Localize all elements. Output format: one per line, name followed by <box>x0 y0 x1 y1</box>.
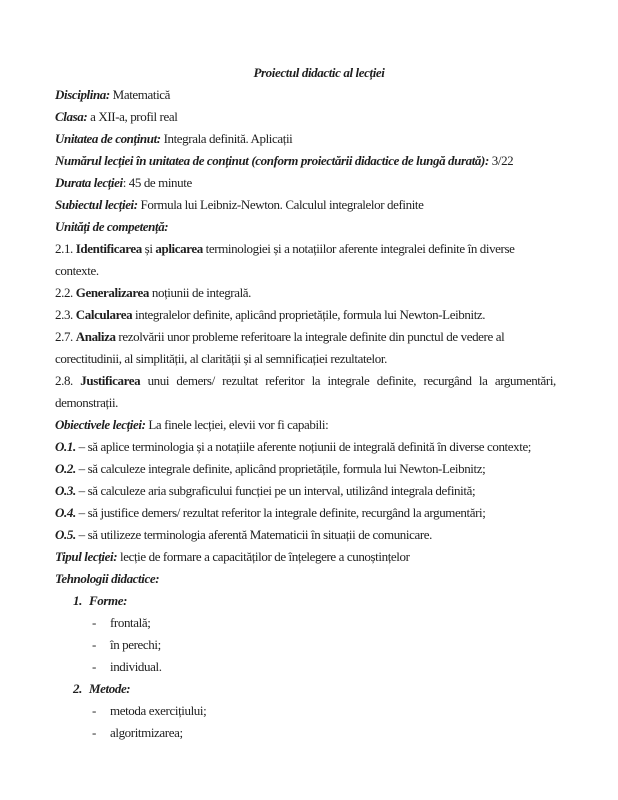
text-run: : 45 de minute <box>122 175 192 190</box>
text-run: Calcularea <box>75 307 133 322</box>
tehnologii-heading <box>55 568 583 590</box>
competenta-2-1 <box>55 238 583 282</box>
obiectiv-o1 <box>55 436 583 458</box>
text-run: 2.1. <box>55 241 76 256</box>
text-run: 2.2. <box>55 285 76 300</box>
text-run: – să utilizeze terminologia aferentă Matematicii în situații de comunicare. <box>75 527 432 542</box>
text-run: O.2. <box>55 461 76 476</box>
obiectiv-o3 <box>55 480 583 502</box>
text-run: Unitatea de conținut: <box>55 131 161 146</box>
text-run: Justificarea <box>80 373 141 388</box>
subiect-line <box>55 194 583 216</box>
text-run: rezolvării unor probleme referitoare la integrale definite din punctul de vedere al <box>115 329 505 344</box>
text-run: Unități de competență: <box>55 219 169 234</box>
text-run: Subiectul lecției: <box>55 197 138 212</box>
text-run: O.3. <box>55 483 76 498</box>
metoda-exercitiului <box>55 700 583 722</box>
text-run: Tipul lecției: <box>55 549 118 564</box>
forma-individual <box>55 656 583 678</box>
text-run: în perechi; <box>110 637 161 652</box>
text-run: Matematică <box>109 87 171 102</box>
text-run: Tehnologii didactice: <box>55 571 160 586</box>
forme-list-header <box>55 590 583 612</box>
obiectiv-o4 <box>55 502 583 524</box>
list-marker: - <box>92 703 96 718</box>
text-run: Durata lecției <box>55 175 123 190</box>
text-run: – să calculeze aria subgraficului funcției pe un interval, utilizând integrala definită; <box>75 483 476 498</box>
text-run: aplicarea <box>155 241 203 256</box>
text-run: Numărul lecției în unitatea de conținut (conform proiectării didactice de lungă durată): <box>55 153 489 168</box>
text-run: Identificarea <box>75 241 142 256</box>
text-run: Disciplina: <box>55 87 110 102</box>
document-title: Proiectul didactic al lecției <box>253 65 385 80</box>
text-run: 2.8. <box>55 373 81 388</box>
text-run: Formula lui Leibniz-Newton. Calculul integralelor definite <box>137 197 424 212</box>
list-marker: 2. <box>73 681 82 696</box>
clasa-line <box>55 106 583 128</box>
metoda-algoritmizarea <box>55 722 583 744</box>
forma-in-perechi <box>55 634 583 656</box>
obiectiv-o5 <box>55 524 583 546</box>
unitati-competenta-heading <box>55 216 583 238</box>
text-run: Integrala definită. Aplicații <box>160 131 293 146</box>
document-body <box>55 84 583 744</box>
forma-frontala <box>55 612 583 634</box>
competenta-2-3 <box>55 304 583 326</box>
disciplina-line <box>55 84 583 106</box>
competenta-2-8 <box>55 370 583 414</box>
text-run: O.5. <box>55 527 76 542</box>
text-run: demonstrații. <box>55 395 119 410</box>
text-run: a XII-a, profil real <box>87 109 178 124</box>
text-run: contexte. <box>55 263 99 278</box>
text-run: corectitudinii, al simplității, al clarității și al semnificației rezultatelor. <box>55 351 387 366</box>
metode-list-header <box>55 678 583 700</box>
text-run: Forme: <box>89 593 128 608</box>
text-run: 2.7. <box>55 329 76 344</box>
text-run: Analiza <box>75 329 116 344</box>
text-run: unui demers/ rezultat referitor la integrale definite, recurgând la argumentări, <box>140 373 556 388</box>
text-run: Generalizarea <box>75 285 150 300</box>
competenta-2-2 <box>55 282 583 304</box>
text-run: și <box>141 241 156 256</box>
obiective-heading <box>55 414 583 436</box>
text-run: individual. <box>110 659 162 674</box>
text-run: algoritmizarea; <box>110 725 183 740</box>
list-marker: - <box>92 659 96 674</box>
text-run: terminologiei și a notațiilor aferente integralei definite în diverse <box>202 241 515 256</box>
list-marker: - <box>92 637 96 652</box>
text-run: metoda exercițiului; <box>110 703 207 718</box>
text-run: 2.3. <box>55 307 76 322</box>
unitate-continut-line <box>55 128 583 150</box>
text-run: La finele lecției, elevii vor fi capabili: <box>145 417 329 432</box>
text-run: frontală; <box>110 615 151 630</box>
text-run: noțiunii de integrală. <box>149 285 252 300</box>
text-run: – să aplice terminologia și a notațiile aferente noțiunii de integrală definită în diverse contexte; <box>75 439 532 454</box>
text-run: integralelor definite, aplicând proprietățile, formula lui Newton-Leibnitz. <box>132 307 486 322</box>
text-run: O.1. <box>55 439 76 454</box>
text-run: lecție de formare a capacităților de înțelegere a cunoștințelor <box>117 549 410 564</box>
durata-line <box>55 172 583 194</box>
text-run: Metode: <box>89 681 131 696</box>
text-run: – să justifice demers/ rezultat referitor la integrale definite, recurgând la argumentări; <box>75 505 486 520</box>
competenta-2-7 <box>55 326 583 370</box>
text-run: Obiectivele lecției: <box>55 417 146 432</box>
text-run: 3/22 <box>488 153 514 168</box>
list-marker: - <box>92 615 96 630</box>
text-run: Clasa: <box>55 109 88 124</box>
list-marker: 1. <box>73 593 82 608</box>
list-marker: - <box>92 725 96 740</box>
numar-lectie-line <box>55 150 583 172</box>
text-run: – să calculeze integrale definite, aplicând proprietățile, formula lui Newton-Leibnitz; <box>75 461 486 476</box>
tip-lectie-line <box>55 546 583 568</box>
obiectiv-o2 <box>55 458 583 480</box>
text-run: O.4. <box>55 505 76 520</box>
